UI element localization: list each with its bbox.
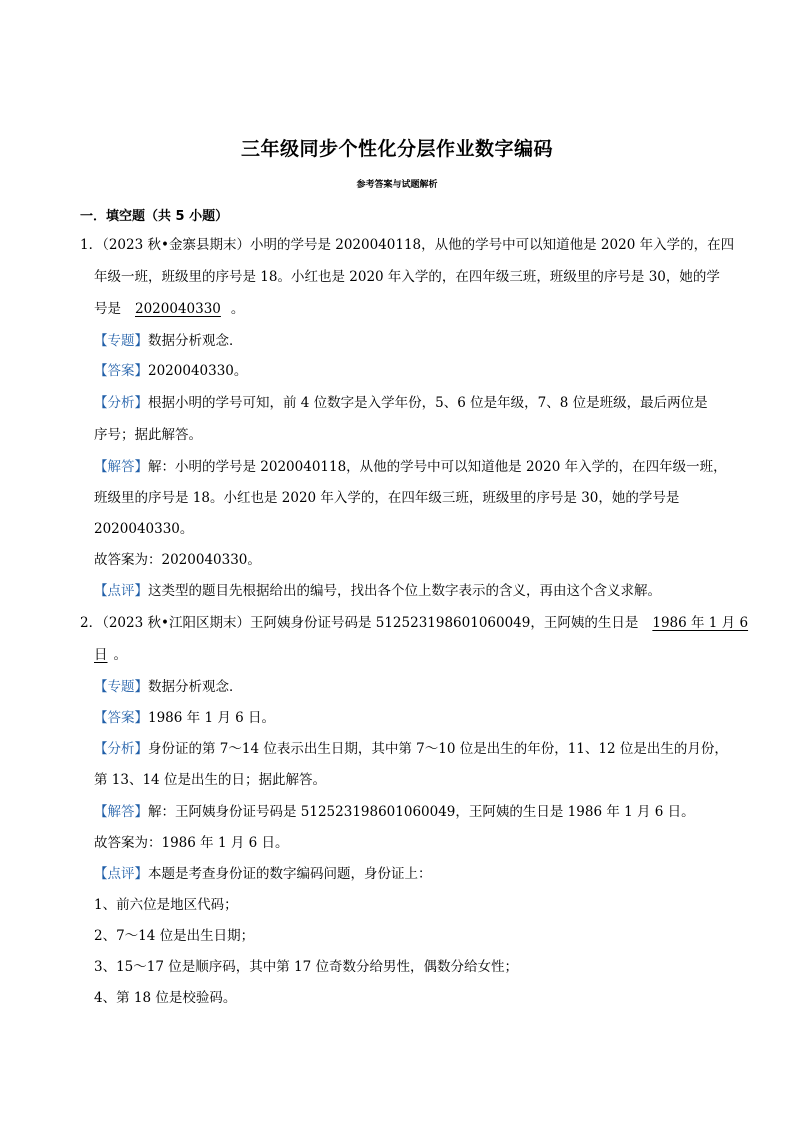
q2-daan-tag: 【答案】	[94, 710, 148, 726]
q1-answer-blank: 2020040330	[135, 301, 221, 317]
q1-dianping-text: 这类型的题目先根据给出的编号，找出各个位上数字表示的含义，再由这个含义求解。	[148, 583, 661, 599]
q2-dianping-text: 本题是考查身份证的数字编码问题，身份证上：	[148, 866, 432, 882]
q2-daan	[94, 709, 275, 727]
q1-stem-text-1: （2023 秋•金寨县期末）小明的学号是 2020040118，从他的学号中可以知道他是 2020 年入学的，在四	[102, 237, 735, 253]
q2-stem-text-1: （2023 秋•江阳区期末）王阿姨身份证号码是 512523198601060049，王阿姨的生日是	[102, 615, 639, 631]
q2-jieda-text: 解：王阿姨身份证号码是 512523198601060049，王阿姨的生日是 1986 年 1 月 6 日。	[148, 804, 695, 820]
q1-stem-line1	[80, 236, 734, 254]
q1-daan-text: 2020040330。	[148, 363, 248, 379]
q1-gu-daan: 故答案为：2020040330。	[94, 552, 261, 568]
q2-zhuanti	[94, 678, 243, 696]
q2-stem-suffix: 。	[113, 647, 127, 663]
q2-point-2: 2、7～14 位是出生日期；	[94, 928, 255, 944]
q2-fenxi-line1	[94, 740, 728, 758]
q1-zhuanti	[94, 332, 243, 350]
q1-stem-prefix: 号是	[94, 301, 121, 317]
q2-daan-text: 1986 年 1 月 6 日。	[148, 710, 275, 726]
page-subtitle: 参考答案与试题解析	[356, 180, 438, 190]
q1-stem-suffix: 。	[230, 301, 245, 317]
q1-stem-line2: 年级一班，班级里的序号是 18。小红也是 2020 年入学的，在四年级三班，班级里的序号是 30，她的学	[94, 269, 720, 285]
q2-zhuanti-text: 数据分析观念．	[148, 679, 243, 695]
q1-jieda-tag: 【解答】	[94, 459, 148, 475]
q2-point-1: 1、前六位是地区代码；	[94, 897, 238, 913]
q2-jieda	[94, 803, 695, 821]
q2-dianping	[94, 865, 432, 883]
q2-stem-line1	[80, 614, 748, 632]
section-heading: 一．填空题（共 5 小题）	[80, 209, 229, 224]
q1-dianping	[94, 582, 661, 600]
q1-fenxi-line1	[94, 394, 708, 412]
q2-point-4: 4、第 18 位是校验码。	[94, 990, 237, 1006]
q2-jieda-tag: 【解答】	[94, 804, 148, 820]
q1-jieda-text-1: 解：小明的学号是 2020040118，从他的学号中可以知道他是 2020 年入学的，在四年级一班，	[148, 459, 727, 475]
page-title: 三年级同步个性化分层作业数字编码	[240, 138, 553, 160]
q1-zhuanti-text: 数据分析观念．	[148, 333, 243, 349]
q2-zhuanti-tag: 【专题】	[94, 679, 148, 695]
q1-fenxi-text-1: 根据小明的学号可知，前 4 位数字是入学年份，5、6 位是年级，7、8 位是班级，最后两位是	[148, 395, 708, 411]
q2-answer-blank-part2: 日	[94, 647, 108, 663]
q2-number: 2．	[80, 615, 103, 631]
q2-gu-daan: 故答案为：1986 年 1 月 6 日。	[94, 835, 289, 851]
q1-zhuanti-tag: 【专题】	[94, 333, 148, 349]
q2-stem-line2	[94, 646, 127, 664]
q2-point-3: 3、15～17 位是顺序码，其中第 17 位奇数分给男性，偶数分给女性；	[94, 959, 518, 975]
q1-daan-tag: 【答案】	[94, 363, 148, 379]
q1-stem-line3	[94, 300, 244, 318]
q1-jieda-line2: 班级里的序号是 18。小红也是 2020 年入学的，在四年级三班，班级里的序号是 30，她的学号是	[94, 490, 680, 506]
q1-fenxi-line2: 序号；据此解答。	[94, 427, 202, 443]
q1-fenxi-tag: 【分析】	[94, 395, 148, 411]
q2-answer-blank-part1: 1986 年 1 月 6	[652, 615, 749, 631]
q1-dianping-tag: 【点评】	[94, 583, 148, 599]
q1-jieda-line3: 2020040330。	[94, 521, 194, 537]
q1-daan	[94, 362, 247, 380]
q1-jieda-line1	[94, 458, 727, 476]
q2-fenxi-text-1: 身份证的第 7～14 位表示出生日期，其中第 7～10 位是出生的年份，11、12 位是出生的月份，	[148, 741, 728, 757]
q2-dianping-tag: 【点评】	[94, 866, 148, 882]
q2-fenxi-tag: 【分析】	[94, 741, 148, 757]
q1-number: 1．	[80, 237, 103, 253]
q2-fenxi-line2: 第 13、14 位是出生的日；据此解答。	[94, 772, 326, 788]
